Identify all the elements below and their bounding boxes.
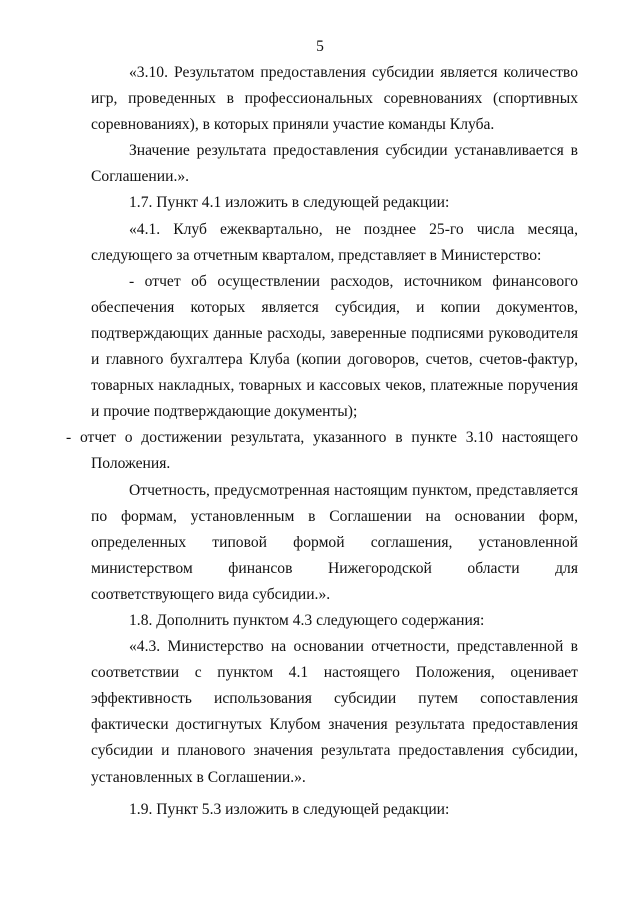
paragraph-4-1: «4.1. Клуб ежеквартально, не позднее 25-го числа месяца, следующего за отчетным кварталом, представляет в Министерство: xyxy=(91,220,578,264)
paragraph-1-9: 1.9. Пункт 5.3 изложить в следующей редакции: xyxy=(129,800,450,818)
paragraph-reporting-forms: Отчетность, предусмотренная настоящим пунктом, представляется по формам, установленным в Соглашении на основании форм, определенных типовой формой соглашения, установленной министерством финансов Нижегородской области для соответствующего вида субсидии.». xyxy=(91,481,578,603)
paragraph-1-7: 1.7. Пункт 4.1 изложить в следующей редакции: xyxy=(129,194,450,212)
paragraph-result-value: Значение результата предоставления субсидии устанавливается в Соглашении.». xyxy=(91,142,578,186)
page-number: 5 xyxy=(316,38,324,55)
document-body xyxy=(66,60,578,823)
paragraph-3-10: «3.10. Результатом предоставления субсидии является количество игр, проведенных в профессиональных соревнованиях (спортивных соревнованиях), в которых приняли участие команды Клуба. xyxy=(91,64,578,134)
paragraph-result-report: - отчет о достижении результата, указанного в пункте 3.10 настоящего Положения. xyxy=(66,429,578,473)
paragraph-expense-report: - отчет об осуществлении расходов, источником финансового обеспечения которых является субсидия, и копии документов, подтверждающих данные расходы, заверенные подписями руководителя и главного бухгалтера Клуба (копии договоров, счетов, счетов-фактур, товарных накладных, товарных и кассовых чеков, платежные поручения и прочие подтверждающие документы); xyxy=(91,272,578,421)
paragraph-1-8: 1.8. Дополнить пунктом 4.3 следующего содержания: xyxy=(129,611,485,629)
paragraph-4-3: «4.3. Министерство на основании отчетности, представленной в соответствии с пунктом 4.1 настоящего Положения, оценивает эффективность использования субсидии путем сопоставления фактически достигнутых Клубом значения результата предоставления субсидии и планового значения результата предоставления субсидии, установленных в Соглашении.». xyxy=(91,638,578,786)
